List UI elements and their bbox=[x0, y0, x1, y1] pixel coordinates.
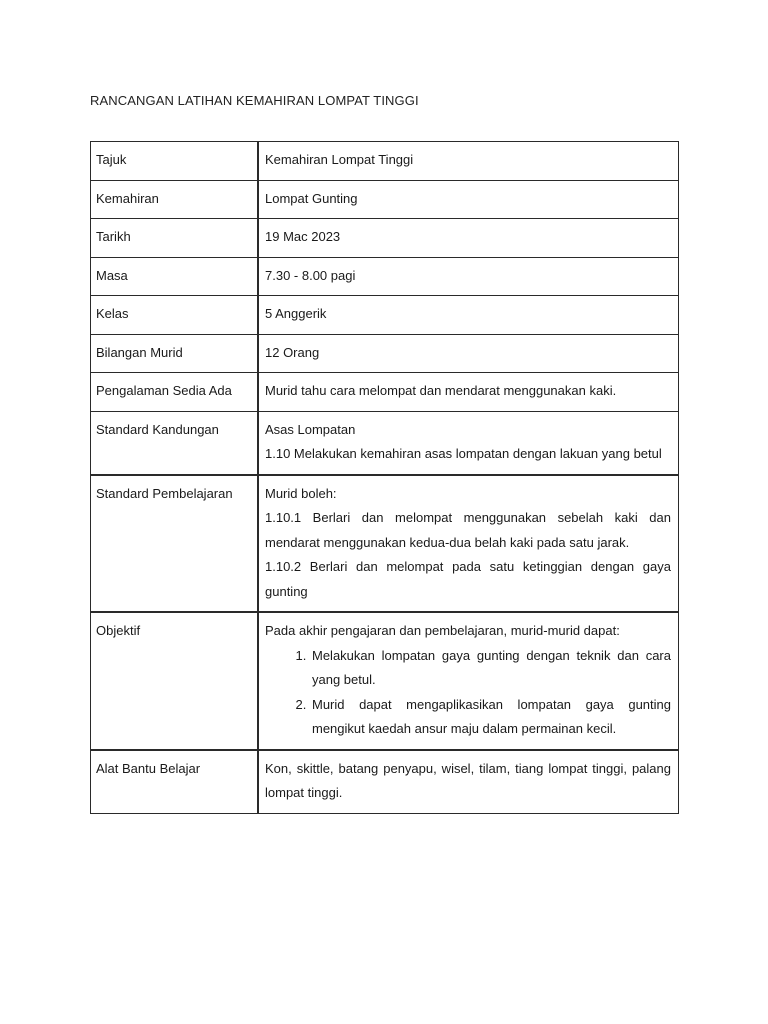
row-label: Kelas bbox=[91, 296, 259, 335]
learning-standard-2: 1.10.2 Berlari dan melompat pada satu ketinggian dengan gaya gunting bbox=[265, 559, 671, 599]
content-heading: Asas Lompatan bbox=[265, 421, 356, 437]
row-label: Kemahiran bbox=[91, 180, 259, 219]
table-row-kemahiran bbox=[91, 180, 679, 219]
table-row-pengalaman bbox=[91, 373, 679, 412]
lesson-plan-table bbox=[90, 141, 679, 814]
row-value: 5 Anggerik bbox=[258, 296, 679, 335]
table-row-masa bbox=[91, 257, 679, 296]
row-label: Bilangan Murid bbox=[91, 334, 259, 373]
objective-list bbox=[265, 644, 671, 742]
list-item: 1. Melakukan lompatan gaya gunting dengan teknik dan cara yang betul. bbox=[310, 644, 671, 693]
row-value: Kon, skittle, batang penyapu, wisel, tilam, tiang lompat tinggi, palang lompat tinggi. bbox=[258, 750, 679, 814]
row-value bbox=[258, 411, 679, 475]
row-value: 7.30 - 8.00 pagi bbox=[258, 257, 679, 296]
row-value bbox=[258, 612, 679, 750]
table-row-standard-kandungan bbox=[91, 411, 679, 475]
learning-intro: Murid boleh: bbox=[265, 485, 337, 501]
content-standard-text: 1.10 Melakukan kemahiran asas lompatan dengan lakuan yang betul bbox=[265, 446, 662, 461]
row-label: Masa bbox=[91, 257, 259, 296]
objective-intro: Pada akhir pengajaran dan pembelajaran, murid-murid dapat: bbox=[265, 623, 620, 638]
row-label: Tajuk bbox=[91, 142, 259, 181]
table-row-bilangan-murid bbox=[91, 334, 679, 373]
row-value: Murid tahu cara melompat dan mendarat menggunakan kaki. bbox=[258, 373, 679, 412]
row-label: Standard Pembelajaran bbox=[91, 475, 259, 613]
table-row-standard-pembelajaran bbox=[91, 475, 679, 613]
row-label: Standard Kandungan bbox=[91, 411, 259, 475]
row-label: Pengalaman Sedia Ada bbox=[91, 373, 259, 412]
row-value: Kemahiran Lompat Tinggi bbox=[258, 142, 679, 181]
table-row-tarikh bbox=[91, 219, 679, 258]
row-value: 19 Mac 2023 bbox=[258, 219, 679, 258]
learning-standard-1: 1.10.1 Berlari dan melompat menggunakan sebelah kaki dan mendarat menggunakan kedua-dua belah kaki pada satu jarak. bbox=[265, 510, 671, 550]
list-item: 2. Murid dapat mengaplikasikan lompatan gaya gunting mengikut kaedah ansur maju dalam permainan kecil. bbox=[310, 693, 671, 742]
table-row-objektif bbox=[91, 612, 679, 750]
row-label: Tarikh bbox=[91, 219, 259, 258]
row-label: Alat Bantu Belajar bbox=[91, 750, 259, 814]
document-title: RANCANGAN LATIHAN KEMAHIRAN LOMPAT TINGGI bbox=[90, 93, 419, 108]
row-label: Objektif bbox=[91, 612, 259, 750]
table-row-alat-bantu bbox=[91, 750, 679, 814]
row-value bbox=[258, 475, 679, 613]
row-value: 12 Orang bbox=[258, 334, 679, 373]
row-value: Lompat Gunting bbox=[258, 180, 679, 219]
table-row-kelas bbox=[91, 296, 679, 335]
table-row-tajuk bbox=[91, 142, 679, 181]
